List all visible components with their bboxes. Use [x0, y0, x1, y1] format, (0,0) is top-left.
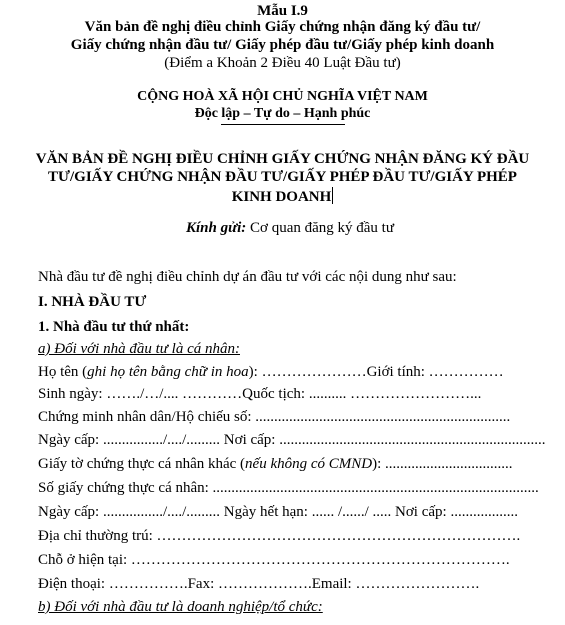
addressee-label: Kính gửi: — [186, 220, 247, 236]
document-title-line-3 — [0, 187, 565, 206]
field-id-issue: Ngày cấp: ................/..../......... Nơi cấp: ....................................................................... — [38, 432, 546, 448]
other-document-suffix: ): .................................. — [372, 456, 513, 472]
full-name-hint: ghi họ tên bằng chữ in hoa — [87, 364, 249, 380]
text-cursor — [332, 187, 333, 204]
individual-investor-heading: a) Đối với nhà đầu tư là cá nhân: — [38, 341, 240, 357]
form-number: Mẫu I.9 — [257, 3, 308, 19]
motto-underline — [221, 124, 345, 125]
addressee — [186, 220, 394, 237]
field-date-of-birth: Sinh ngày: ……./…/.... …………Quốc tịch: .......... ……………………... — [38, 386, 482, 402]
section-investor: I. NHÀ ĐẦU TƯ — [38, 294, 147, 310]
field-permanent-address: Địa chỉ thường trú: ………………………………………………………………. — [38, 528, 521, 544]
field-full-name — [38, 364, 504, 381]
intro-text: Nhà đầu tư đề nghị điều chỉnh dự án đầu tư với các nội dung như sau: — [38, 269, 457, 285]
field-other-document — [38, 456, 513, 473]
form-title-line-1: Văn bản đề nghị điều chỉnh Giấy chứng nhận đăng ký đầu tư/ — [84, 19, 481, 35]
document-title-line-3-text: KINH DOANH — [231, 189, 332, 205]
national-motto: Độc lập – Tự do – Hạnh phúc — [194, 106, 371, 121]
field-id-card: Chứng minh nhân dân/Hộ chiếu số: .................................................................... — [38, 409, 511, 425]
other-document-prefix: Giấy tờ chứng thực cá nhân khác ( — [38, 456, 246, 472]
full-name-prefix: Họ tên ( — [38, 364, 88, 380]
field-contact: Điện thoại: …………….Fax: ……………….Email: ……………………. — [38, 576, 480, 592]
addressee-value: Cơ quan đăng ký đầu tư — [246, 220, 394, 236]
other-document-hint: nếu không có CMND — [245, 456, 373, 472]
form-title-line-2: Giấy chứng nhận đầu tư/ Giấy phép đầu tư/Giấy phép kinh doanh — [70, 37, 495, 53]
field-other-document-number: Số giấy chứng thực cá nhân: ....................................................................................... — [38, 480, 539, 496]
document-title-line-2: TƯ/GIẤY CHỨNG NHẬN ĐẦU TƯ/GIẤY PHÉP ĐẦU TƯ/GIẤY PHÉP — [48, 169, 517, 185]
full-name-suffix: ): …………………Giới tính: …………… — [248, 364, 504, 380]
document-title-line-1: VĂN BẢN ĐỀ NGHỊ ĐIỀU CHỈNH GIẤY CHỨNG NHẬN ĐĂNG KÝ ĐẦU — [35, 151, 530, 167]
country-heading: CỘNG HOÀ XÃ HỘI CHỦ NGHĨA VIỆT NAM — [137, 89, 428, 104]
legal-basis: (Điểm a Khoản 2 Điều 40 Luật Đầu tư) — [164, 55, 401, 71]
field-current-address: Chỗ ở hiện tại: …………………………………………………………………. — [38, 552, 510, 568]
field-other-document-issue: Ngày cấp: ................/..../......... Ngày hết hạn: ...... /....../ ..... Nơi cấp: .................. — [38, 504, 518, 520]
organization-investor-heading: b) Đối với nhà đầu tư là doanh nghiệp/tổ chức: — [38, 599, 323, 615]
first-investor-heading: 1. Nhà đầu tư thứ nhất: — [38, 319, 190, 335]
